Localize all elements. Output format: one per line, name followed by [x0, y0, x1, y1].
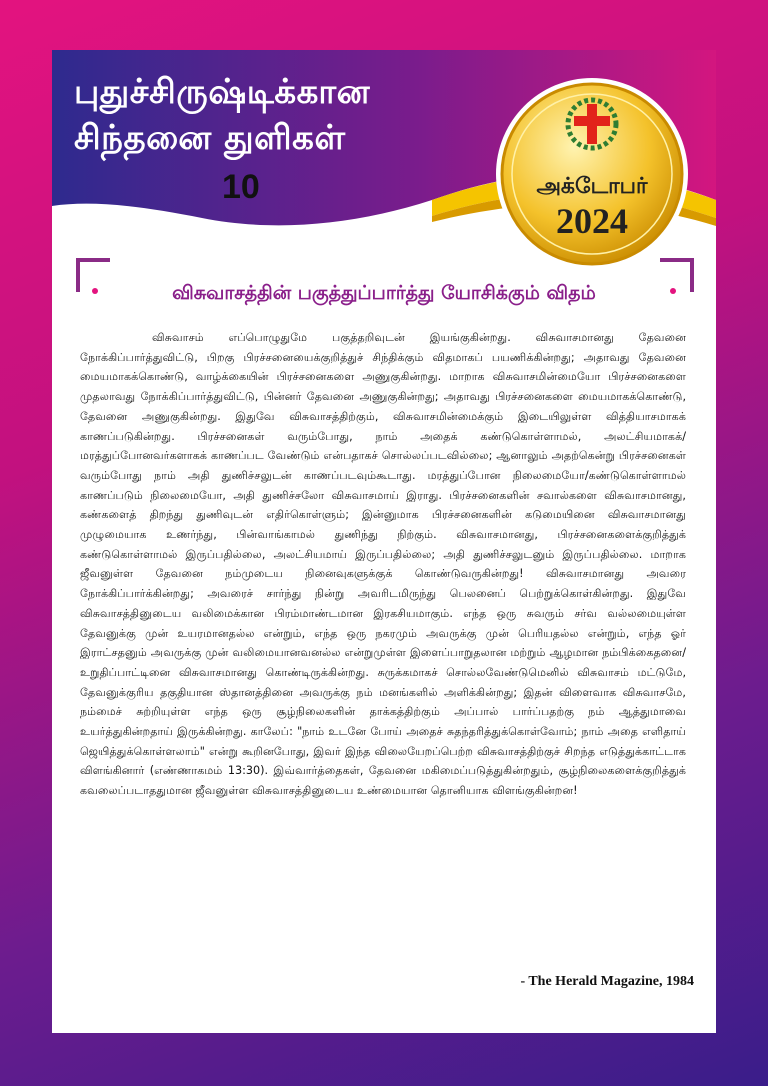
- badge-year: 2024: [556, 201, 628, 241]
- issue-number: 10: [222, 168, 260, 206]
- badge-month: அக்டோபர்: [536, 174, 648, 199]
- decor-dot: [92, 288, 98, 294]
- article-paragraph: விசுவாசம் எப்பொழுதுமே பகுத்தறிவுடன் இயங்குகின்றது. விசுவாசமானது தேவனை நோக்கிப்பார்த்துவிட்டு, பிறகு பிரச்சனையைக்குறித்துச் சிந்திக்கும் விதமாகப் பயணிக்கின்றது; அதாவது தேவனை மையமாகக்கொண்டு, வாழ்க்கையின் பிரச்சனைகளை அணுகுகின்றது. மாறாக விசுவாசமின்மையோ பிரச்சனைகளை முதலாவது நோக்கிப்பார்த்துவிட்டு, பின்னர் தேவனை அணுகுகின்றது; அதாவது பிரச்சனைகளை மையமாகக்கொண்டு, தேவனை அணுகுகின்றது. இதுவே விசுவாசத்திற்கும், விசுவாசமின்மைக்கும் இடையிலுள்ள வித்தியாசமாகக் காணப்படுகின்றது. பிரச்சனைகள் வரும்போது, நாம் அதைக் கண்டுகொள்ளாமல், அலட்சியமாகக்/மரத்துப்போனவர்களாகக் காணப்பட வேண்டும் என்பதாகச் சொல்லப்படவில்லை; ஆனாலும் அதற்கென்று பிரச்சனைகள் வரும்போது நாம் அதி துணிச்சலுடன் காணப்படவும்கூடாது. மரத்துப்போன நிலைமையோ/கண்டுகொள்ளாமல் காணப்படும் நிலைமையோ, அதி துணிச்சலோ விசுவாசமாய் இராது. பிரச்சனைகளின் சவால்களை விசுவாசமானது, கண்களைத் திறந்து துணிவுடன் எதிர்கொள்ளும்; இன்னுமாக பிரச்சனைகளின் கடுமையினை விசுவாசமானது முழுமையாக உணர்ந்து, பின்வாங்காமல் துணிந்து நிற்கும். விசுவாசமானது, பிரச்சனைகளைக்குறித்துக் கண்டுகொள்ளாமல் இருப்பதில்லை, அலட்சியமாய் இருப்பதில்லை; அதி துணிச்சலுடனும் இருப்பதில்லை. மாறாக ஜீவனுள்ள தேவனை நம்முடைய நினைவுகளுக்குக் கொண்டுவருகின்றது! விசுவாசமானது அவரை நோக்கிப்பார்க்கின்றது; அவரைச் சார்ந்து நின்று அவரிடமிருந்து பெலனைப் பெற்றுக்கொள்கின்றது. இதுவே விசுவாசத்தினுடைய வலிமைக்கான பிரம்மாண்டமான இரகசியமாகும். எந்த ஒரு சுவரும் சர்வ வல்லமையுள்ள தேவனுக்கு முன் உயரமானதல்ல என்றும், எந்த ஒரு நகரமும் அவருக்கு முன் பெரியதல்ல என்றும், எந்த ஓர் இராட்சதனும் அவருக்கு முன் வலிமையானவனல்ல என்றுமுள்ள இளைப்பாறுதலான மற்றும் ஆழமான நம்பிக்கைதனை/உறுதிப்பாட்டினை விசுவாசமானது கொண்டிருக்கின்றது. சுருக்கமாகச் சொல்லவேண்டுமெனில் விசுவாசம் மட்டுமே, தேவனுக்குரிய தகுதியான ஸ்தானத்தினை அவருக்கு நம் மனங்களில் அளிக்கின்றது; இதன் விளைவாக விசுவாசமே, நம்மைச் சுற்றியுள்ள எந்த ஒரு சூழ்நிலைகளின் தாக்கத்திற்கும் அப்பால் பார்ப்பதற்கு நம் ஆத்துமாவை உயர்த்துகின்றதாய் இருக்கின்றது. காலேப்: "நாம் உடனே போய் அதைச் சுதந்தரித்துக்கொள்வோம்; நாம் அதை எளிதாய் ஜெயித்துக்கொள்ளலாம்" என்று கூறினபோது, இவர் இந்த விலையேறப்பெற்ற விசுவாசத்திற்குச் சிறந்த எடுத்துக்காட்டாக விளங்கினார் (எண்ணாகமம் 13:30). இவ்வார்த்தைகள், தேவனை மகிமைப்படுத்துகின்றதும், சூழ்நிலைகளைக்குறித்துக் கவலைப்படாததுமான ஜீவனுள்ள விசுவாசத்தினுடைய உண்மையான தொனியாக விளங்குகின்றன!: [80, 331, 686, 798]
- content-card: [52, 50, 716, 1033]
- magazine-title-line-1: புதுச்சிருஷ்டிக்கான: [74, 72, 371, 112]
- magazine-title-line-2: சிந்தனை துளிகள்: [74, 118, 346, 158]
- article-title: விசுவாசத்தின் பகுத்துப்பார்த்து யோசிக்கும் விதம்: [172, 282, 596, 304]
- corner-bracket-top-left: [76, 258, 110, 292]
- corner-bracket-top-right: [660, 258, 694, 292]
- decor-dot: [670, 288, 676, 294]
- article-body: [80, 328, 686, 801]
- attribution: - The Herald Magazine, 1984: [520, 974, 694, 989]
